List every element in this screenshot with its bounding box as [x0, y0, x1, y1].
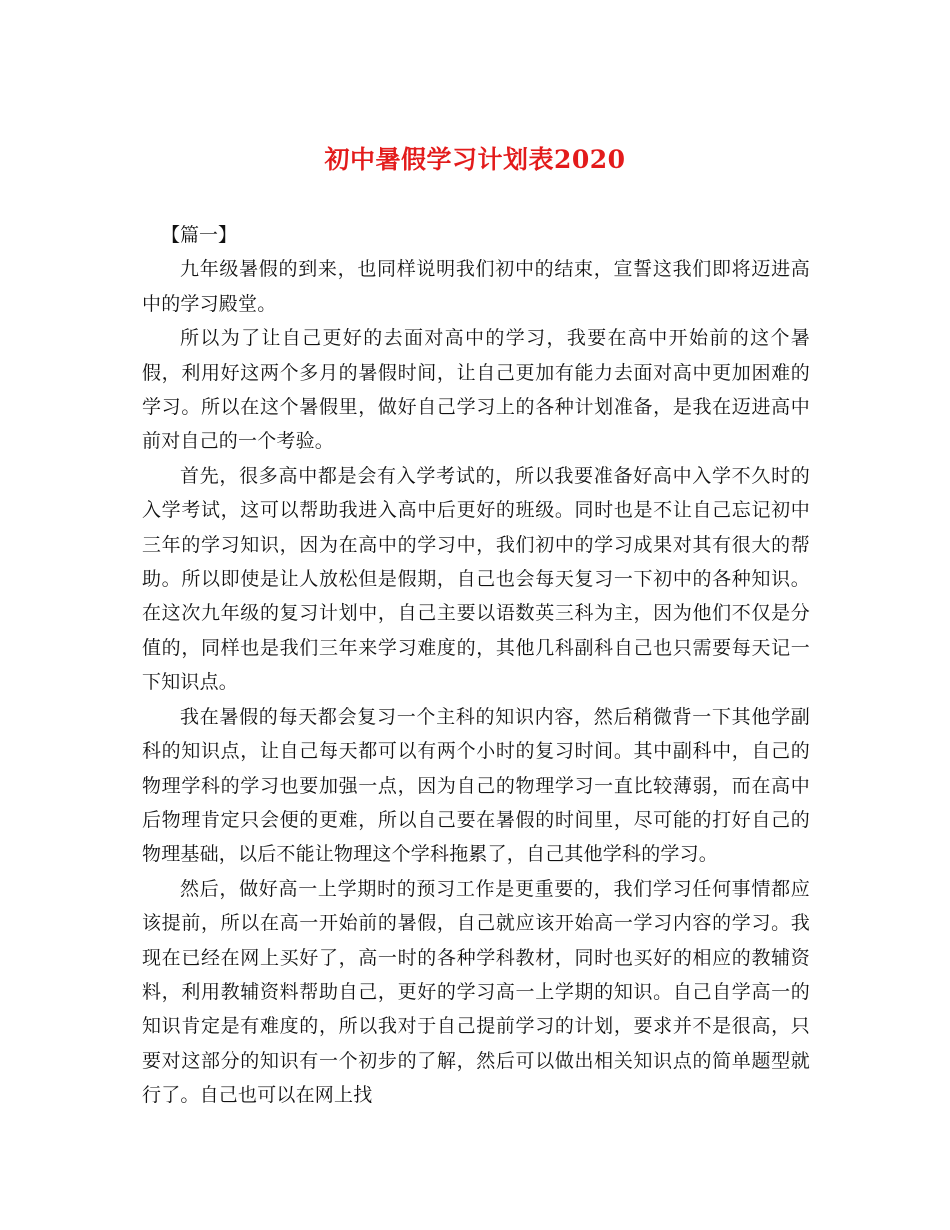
document-body	[142, 218, 810, 1113]
paragraph-2: 所以为了让自己更好的去面对高中的学习，我要在高中开始前的这个暑假，利用好这两个多月的暑假时间，让自己更加有能力去面对高中更加困难的学习。所以在这个暑假里，做好自己学习上的各种计划准备，是我在迈进高中前对自己的一个考验。	[142, 327, 810, 453]
document-title: 初中暑假学习计划表2020	[324, 145, 626, 174]
paragraph-5: 然后，做好高一上学期时的预习工作是更重要的，我们学习任何事情都应该提前，所以在高一开始前的暑假，自己就应该开始高一学习内容的学习。我现在已经在网上买好了，高一时的各种学科教材，同时也买好的相应的教辅资料，利用教辅资料帮助自己，更好的学习高一上学期的知识。自己自学高一的知识肯定是有难度的，所以我对于自己提前学习的计划，要求并不是很高，只要对这部分的知识有一个初步的了解，然后可以做出相关知识点的简单题型就行了。自己也可以在网上找	[142, 877, 810, 1107]
section-heading: 【篇一】	[161, 224, 238, 246]
paragraph-4: 我在暑假的每天都会复习一个主科的知识内容，然后稍微背一下其他学副科的知识点，让自己每天都可以有两个小时的复习时间。其中副科中，自己的物理学科的学习也要加强一点，因为自己的物理学习一直比较薄弱，而在高中后物理肯定只会便的更难，所以自己要在暑假的时间里，尽可能的打好自己的物理基础，以后不能让物理这个学科拖累了，自己其他学科的学习。	[142, 705, 810, 866]
paragraph-3: 首先，很多高中都是会有入学考试的，所以我要准备好高中入学不久时的入学考试，这可以帮助我进入高中后更好的班级。同时也是不让自己忘记初中三年的学习知识，因为在高中的学习中，我们初中的学习成果对其有很大的帮助。所以即使是让人放松但是假期，自己也会每天复习一下初中的各种知识。在这次九年级的复习计划中，自己主要以语数英三科为主，因为他们不仅是分值的，同样也是我们三年来学习难度的，其他几科副科自己也只需要每天记一下知识点。	[142, 464, 810, 694]
paragraph-1: 九年级暑假的到来，也同样说明我们初中的结束，宣誓这我们即将迈进高中的学习殿堂。	[142, 258, 810, 315]
